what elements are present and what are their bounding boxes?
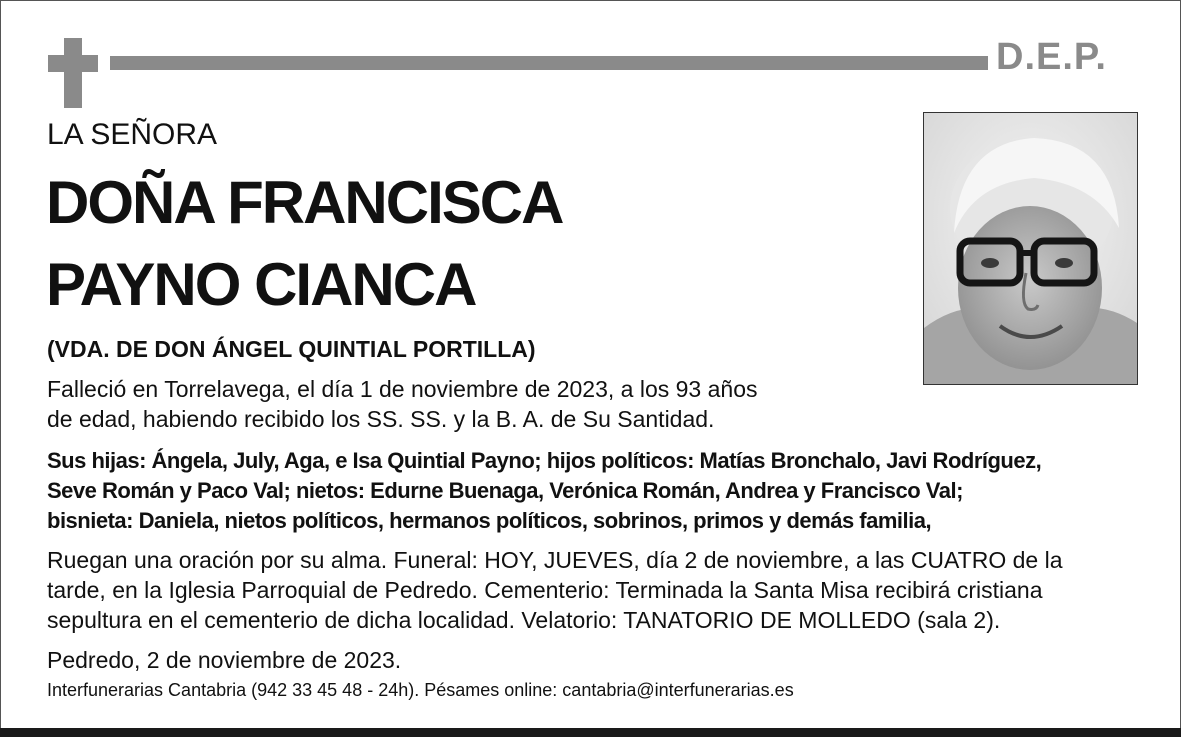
header-rule <box>110 56 988 70</box>
funeral-details <box>47 545 1063 635</box>
deceased-name-line2: PAYNO CIANCA <box>46 251 476 318</box>
portrait-photo <box>923 112 1138 385</box>
cross-icon <box>48 38 98 108</box>
funeral-home-footer: Interfunerarias Cantabria (942 33 45 48 - 24h). Pésames online: cantabria@interfunerarias.es <box>47 680 794 700</box>
death-notice <box>47 374 757 434</box>
dep-label: D.E.P. <box>996 36 1107 78</box>
honorific: LA SEÑORA <box>47 118 218 151</box>
funeral-line: tarde, en la Iglesia Parroquial de Pedredo. Cementerio: Terminada la Santa Misa recibirá cristiana <box>47 577 1043 603</box>
funeral-line: Ruegan una oración por su alma. Funeral: HOY, JUEVES, día 2 de noviembre, a las CUATRO de la <box>47 547 1063 573</box>
family-line: Seve Román y Paco Val; nietos: Edurne Buenaga, Verónica Román, Andrea y Francisco Val; <box>47 478 963 503</box>
widow-of: (VDA. DE DON ÁNGEL QUINTIAL PORTILLA) <box>47 336 536 362</box>
family-line: bisnieta: Daniela, nietos políticos, hermanos políticos, sobrinos, primos y demás familia, <box>47 508 932 533</box>
death-notice-line: de edad, habiendo recibido los SS. SS. y la B. A. de Su Santidad. <box>47 406 715 432</box>
funeral-line: sepultura en el cementerio de dicha localidad. Velatorio: TANATORIO DE MOLLEDO (sala 2). <box>47 607 1001 633</box>
place-date: Pedredo, 2 de noviembre de 2023. <box>47 647 402 673</box>
deceased-name-line1: DOÑA FRANCISCA <box>46 169 563 236</box>
family-list <box>47 446 1041 536</box>
death-notice-line: Falleció en Torrelavega, el día 1 de noviembre de 2023, a los 93 años <box>47 376 758 402</box>
family-line: Sus hijas: Ángela, July, Aga, e Isa Quintial Payno; hijos políticos: Matías Bronchalo, Javi Rodríguez, <box>47 448 1042 473</box>
bottom-border-bar <box>0 728 1181 737</box>
